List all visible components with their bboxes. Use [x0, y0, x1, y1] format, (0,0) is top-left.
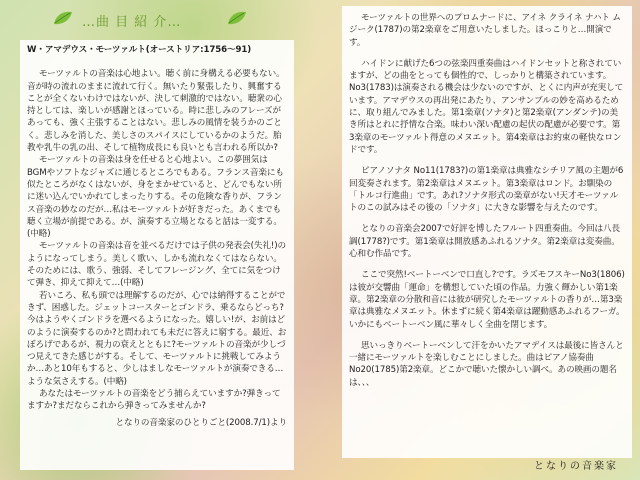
right-text-panel [342, 6, 632, 458]
program-paragraph: ここで突然!ベートーベンで口直し?です。ラズモフスキーNo3(1806)は彼が交響曲「運命」を構想していた頃の作品。力強く輝かしい第1楽章。第2楽章の分散和音には彼が研究したモーツァルトの香りが…第3楽章は典雅なメヌエット。休まずに続く第4楽章は躍動感あふれるフーガ。いかにもベートーベン風に華々しく全曲を閉じます。 [349, 270, 625, 330]
essay-paragraph: 若いころ、私も頭では理解するのだが、心では納得することができず、困惑した。ジェットコースターとゴンドラ、乗るならどっち?今はようやくゴンドラを選べるようになった。嬉しい!が、お前はどのように演奏するのか?と問われても未だに答えに窮する。最近、おぼろげであるが、視力の衰えとともに?モーツァルトの音楽が少しづつ見えてきた感じがする。そして、モーツァルトに挑戦してみようか…あと10年もすると、少しはましなモーツァルトが演奏できる…ような気さえする。(中略) [27, 290, 287, 387]
header [20, 6, 294, 36]
program-paragraph: 思いっきりベートーベンして汗をかいたアマデイスは最後に皆さんと一緒にモーツァルトを楽しむことにしました。曲はピアノ協奏曲No20(1785)第2楽章。どこかで聴いた懐かしい調べ。あの映画の題名は、、、 [349, 340, 624, 388]
essay-source: となりの音楽家のひとりごと(2008.7/1)より [115, 417, 287, 428]
essay-paragraph: モーツァルトの音楽は身を任せると心地よい。この夢囲気はBGMやソフトなジャズに通じるところでもある。フランス音楽にも似たところがなくはないが、身をまかせていると、どんでもない所に迷い込んでいかれてしまったりする。その危険な香りが、フランス音楽の妙なのだが…私はモーツァルトが好きだった。あくまでも聴く立場が前提である。が、演奏する立場となると話は一変する。(中略) [27, 155, 284, 240]
program-paragraph: ハイドンに献げた6つの弦楽四重奏曲はハイドンセットと称されていますが、どの曲をとっても個性的で、しっかりと構築されています。No3(1783)は演奏される機会は少ないのですが、とくに内声が充実しています。アマデウスの再出発にあたり、アンサンブルの妙を高めるために、取り組んでみました。第1楽章(ソナタ)と第2楽章(アンダンテ)の美き所はとれに抒情な合楽。味わい深い配慮の起伏の配慮が必要です。第3楽章のモーツァルト得意のメヌエット。第4楽章はお約束の軽快なロンドです。 [349, 58, 624, 155]
page-title: …曲 目 紹 介… [82, 15, 182, 30]
program-paragraph: ピアノソナタ No11(1783?)の第1楽章は典雅なシチリア風の主題が6回変奏されます。第2楽章はメヌエット。第3楽章はロンド。お馴染の「トルコ行進曲」です。あれ?ソナタ形式の楽章がない!天才モーツァルトのこの試みはその後の「ソナタ」に大きな影響を与えたのです。 [349, 166, 624, 214]
essay-paragraph: モーツァルトの音楽は音を並べるだけでは子供の発表会(失礼!)のようになってしまう。美しく歌い、しかも流れなくてはならない。そのためには、歌う、強弱、そしてフレージング、全てに気をつけて弾き、抑えて抑えて…(中略) [27, 241, 286, 289]
program-paragraph: モーツァルトの世界へのプロムナードに、アイネ クライネ ナハト ムジーク(1787)の第2楽章をご用意いたしました。ほっこりと…開演です。 [349, 13, 621, 48]
leaf-icon [226, 10, 248, 26]
left-text-panel [20, 40, 294, 470]
leaf-icon [52, 10, 74, 26]
composer-heading: W・アマデウス・モーツァルト(オーストリア:1756～91) [27, 45, 252, 55]
essay-paragraph: あなたはモーツァルトの音楽をどう捕らえていますか?弾きってますか?まだならこれから弾きってみませんか? [27, 389, 281, 412]
essay-paragraph: モーツァルトの音楽は心地よい。聴く前に身構える必要もない。音が時の流れのままに流れて行く。無いたり緊張したり、興奮することが全くないわけではないが、決して刺激的ではない。聴衆の心持としては、楽しいが感謝とほっている。時に悲しみのフレーズがあっても、強く主張することはない。悲しみの風情を装うかのごとく。悲しみを消した、美しさのスパイスにしているかのようだ。胎教や乳牛の乳の出、そして植物成長にも良いとも言われる所以か? [27, 69, 285, 154]
signature: となりの音楽家 [534, 461, 618, 472]
program-paragraph: となりの音楽会2007で好評を博したフルート四重奏曲。今回は八長調(1778?)です。第1楽章は開放感あふれるソナタ。第2楽章は変奏曲。心和む作品です。 [349, 224, 620, 260]
